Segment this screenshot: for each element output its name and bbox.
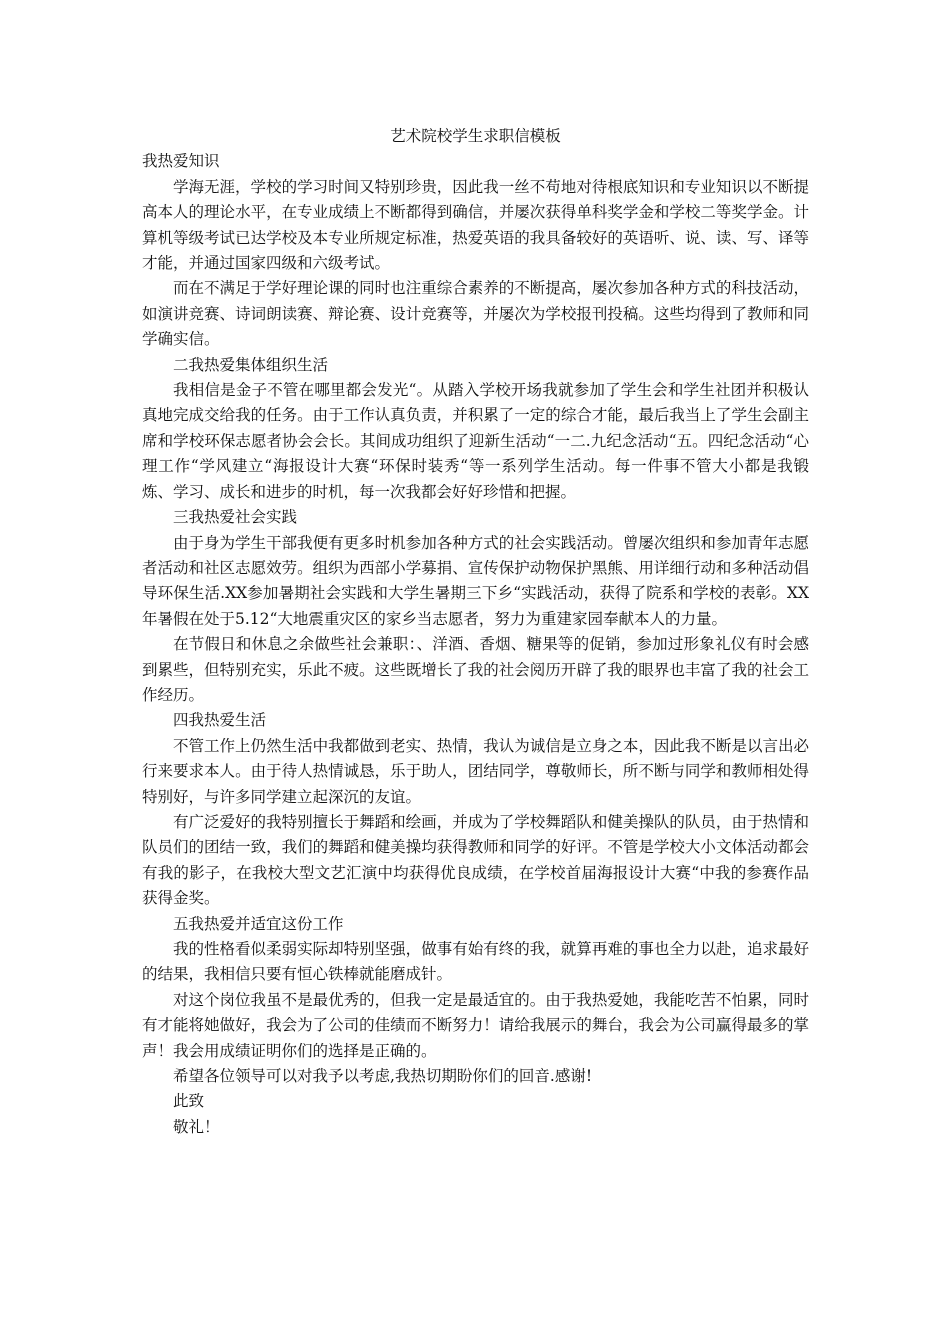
closing-salutation: 此致 <box>173 1092 205 1111</box>
document-title: 艺术院校学生求职信模板 <box>390 127 561 145</box>
paragraph-hope: 希望各位领导可以对我予以考虑,我热切期盼你们的回音.感谢! <box>173 1067 593 1086</box>
paragraph-character: 我的性格看似柔弱实际却特别坚强，做事有始有终的我，就算再难的事也全力以赴，追求最好的结果，我相信只要有恒心铁棒就能磨成针。 <box>142 940 809 984</box>
section-heading-collective: 二我热爱集体组织生活 <box>173 355 329 374</box>
paragraph-activities: 而在不满足于学好理论课的同时也注重综合素养的不断提高，屡次参加各种方式的科技活动，如演讲竞赛、诗词朗读赛、辩论赛、设计竞赛等，并屡次为学校报刊投稿。这些均得到了教师和同学确实信。 <box>142 279 809 349</box>
section-heading-social-practice: 三我热爱社会实践 <box>173 508 298 527</box>
paragraph-suitability: 对这个岗位我虽不是最优秀的，但我一定是最适宜的。由于我热爱她，我能吃苦不怕累，同时有才能将她做好，我会为了公司的佳绩而不断努力！请给我展示的舞台，我会为公司赢得最多的掌声！我会用成绩证明你们的选择是正确的。 <box>142 990 809 1060</box>
letter-document <box>142 124 809 1140</box>
section-heading-job-fit: 五我热爱并适宜这份工作 <box>173 914 344 933</box>
paragraph-part-time: 在节假日和休息之余做些社会兼职：、洋酒、香烟、糖果等的促销，参加过形象礼仪有时会感到累些，但特别充实，乐此不疲。这些既增长了我的社会阅历开辟了我的眼界也丰富了我的社会工作经历。 <box>142 635 809 704</box>
closing-regards: 敬礼！ <box>173 1117 220 1136</box>
paragraph-honesty: 不管工作上仍然生活中我都做到老实、热情，我认为诚信是立身之本，因此我不断是以言出必行来要求本人。由于待人热情诚恳，乐于助人，团结同学，尊敬师长，所不断与同学和教师相处得特别好，与许多同学建立起深沉的友谊。 <box>142 736 809 806</box>
paragraph-study: 学海无涯，学校的学习时间又特别珍贵，因此我一丝不苟地对待根底知识和专业知识以不断提高本人的理论水平，在专业成绩上不断都得到确信，并屡次获得单科奖学金和学校二等奖学金。计算机等级考试已达学校及本专业所规定标准，热爱英语的我具备较好的英语听、说、读、写、译等才能，并通过国家四级和六级考试。 <box>142 177 809 273</box>
section-heading-knowledge: 我热爱知识 <box>142 152 220 171</box>
paragraph-volunteer: 由于身为学生干部我便有更多时机参加各种方式的社会实践活动。曾屡次组织和参加青年志愿者活动和社区志愿效劳。组织为西部小学募捐、宣传保护动物保护黑熊、用详细行动和多种活动倡导环保生活.XX参加暑期社会实践和大学生暑期三下乡“实践活动，获得了院系和学校的表彰。XX年暑假在处于5.12“大地震重灾区的家乡当志愿者，努力为重建家园奉献本人的力量。 <box>142 533 809 628</box>
paragraph-hobbies: 有广泛爱好的我特别擅长于舞蹈和绘画，并成为了学校舞蹈队和健美操队的队员，由于热情和队员们的团结一致，我们的舞蹈和健美操均获得教师和同学的好评。不管是学校大小文体活动都会有我的影子，在我校大型文艺汇演中均获得优良成绩，在学校首届海报设计大赛“中我的参赛作品获得金奖。 <box>142 812 809 908</box>
paragraph-student-union: 我相信是金子不管在哪里都会发光“。从踏入学校开场我就参加了学生会和学生社团并积极认真地完成交给我的任务。由于工作认真负责，并积累了一定的综合才能，最后我当上了学生会副主席和学校环保志愿者协会会长。其间成功组织了迎新生活动“一二.九纪念活动“五。四纪念活动“心理工作“学风建立“海报设计大赛“环保时装秀“等一系列学生活动。每一件事不管大小都是我锻炼、学习、成长和进步的时机，每一次我都会好好珍惜和把握。 <box>142 381 809 501</box>
section-heading-life: 四我热爱生活 <box>173 711 267 730</box>
